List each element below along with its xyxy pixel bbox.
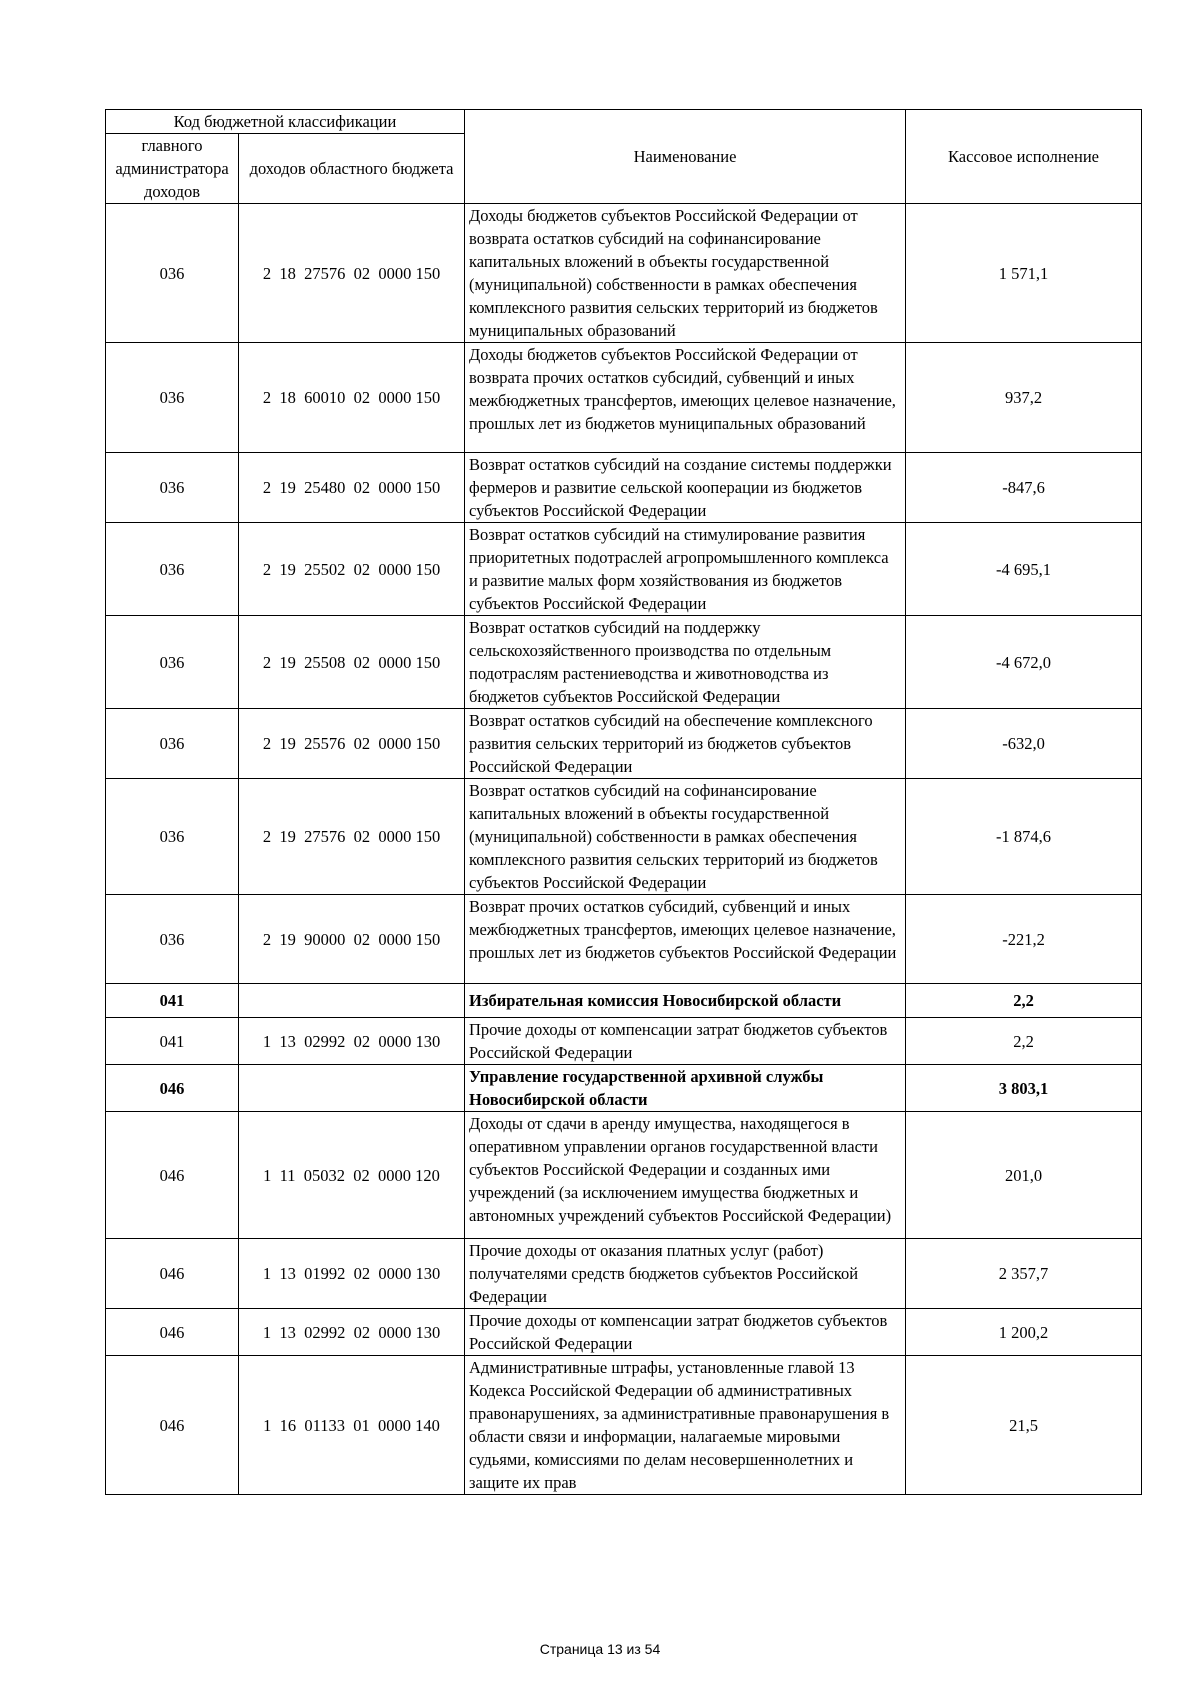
table-row [106,453,1142,523]
admin-code-cell: 036 [106,204,239,343]
revenue-code-cell: 2 19 27576 02 0000 150 [239,779,465,895]
header-admin-code: главного администратора доходов [106,134,239,204]
name-cell: Доходы бюджетов субъектов Российской Федерации от возврата прочих остатков субсидий, субвенций и иных межбюджетных трансфертов, имеющих целевое назначение, прошлых лет из бюджетов муниципальных образований [465,343,906,453]
name-cell: Избирательная комиссия Новосибирской области [465,984,906,1018]
admin-code-cell: 041 [106,1018,239,1065]
table-row [106,204,1142,343]
revenue-code-cell: 2 18 27576 02 0000 150 [239,204,465,343]
amount-cell: -847,6 [906,453,1142,523]
revenue-code-cell: 1 11 05032 02 0000 120 [239,1112,465,1239]
revenue-code-cell: 2 19 25502 02 0000 150 [239,523,465,616]
revenue-code-cell: 2 19 25480 02 0000 150 [239,453,465,523]
admin-code-cell: 046 [106,1356,239,1495]
table-row-group [106,984,1142,1018]
admin-code-cell: 036 [106,709,239,779]
name-cell: Прочие доходы от компенсации затрат бюджетов субъектов Российской Федерации [465,1018,906,1065]
admin-code-cell: 036 [106,523,239,616]
table-row [106,895,1142,984]
table-row [106,1112,1142,1239]
name-cell: Возврат остатков субсидий на создание системы поддержки фермеров и развитие сельской кооперации из бюджетов субъектов Российской Федерации [465,453,906,523]
revenue-code-cell: 1 13 02992 02 0000 130 [239,1018,465,1065]
table-row-group [106,1065,1142,1112]
admin-code-cell: 041 [106,984,239,1018]
amount-cell: 21,5 [906,1356,1142,1495]
amount-cell: 1 200,2 [906,1309,1142,1356]
table-body [106,204,1142,1495]
admin-code-cell: 036 [106,779,239,895]
name-cell: Административные штрафы, установленные главой 13 Кодекса Российской Федерации об административных правонарушениях, за административные правонарушения в области связи и информации, налагаемые мировыми судьями, комиссиями по делам несовершеннолетних и защите их прав [465,1356,906,1495]
table-row [106,523,1142,616]
amount-cell: -221,2 [906,895,1142,984]
table-row [106,779,1142,895]
name-cell: Возврат прочих остатков субсидий, субвенций и иных межбюджетных трансфертов, имеющих целевое назначение, прошлых лет из бюджетов субъектов Российской Федерации [465,895,906,984]
amount-cell: -632,0 [906,709,1142,779]
name-cell: Возврат остатков субсидий на поддержку сельскохозяйственного производства по отдельным подотраслям растениеводства и животноводства из бюджетов субъектов Российской Федерации [465,616,906,709]
amount-cell: 2,2 [906,984,1142,1018]
amount-cell: 2,2 [906,1018,1142,1065]
table-row [106,1309,1142,1356]
name-cell: Возврат остатков субсидий на обеспечение комплексного развития сельских территорий из бюджетов субъектов Российской Федерации [465,709,906,779]
amount-cell: -1 874,6 [906,779,1142,895]
amount-cell: 2 357,7 [906,1239,1142,1309]
table-row [106,343,1142,453]
table-row [106,709,1142,779]
table-header [106,110,1142,204]
amount-cell: -4 695,1 [906,523,1142,616]
name-cell: Возврат остатков субсидий на софинансирование капитальных вложений в объекты государственной (муниципальной) собственности в рамках обеспечения комплексного развития сельских территорий из бюджетов субъектов Российской Федерации [465,779,906,895]
name-cell: Управление государственной архивной службы Новосибирской области [465,1065,906,1112]
amount-cell: 937,2 [906,343,1142,453]
amount-cell: 3 803,1 [906,1065,1142,1112]
name-cell: Прочие доходы от компенсации затрат бюджетов субъектов Российской Федерации [465,1309,906,1356]
name-cell: Доходы от сдачи в аренду имущества, находящегося в оперативном управлении органов государственной власти субъектов Российской Федерации и созданных ими учреждений (за исключением имущества бюджетных и автономных учреждений субъектов Российской Федерации) [465,1112,906,1239]
table-row [106,1356,1142,1495]
table-row [106,616,1142,709]
budget-table [105,109,1142,1495]
revenue-code-cell: 1 13 01992 02 0000 130 [239,1239,465,1309]
revenue-code-cell: 2 19 25576 02 0000 150 [239,709,465,779]
header-revenue-code: доходов областного бюджета [239,134,465,204]
revenue-code-cell: 2 19 25508 02 0000 150 [239,616,465,709]
revenue-code-cell [239,984,465,1018]
header-name: Наименование [465,110,906,204]
table-row [106,1239,1142,1309]
admin-code-cell: 036 [106,616,239,709]
amount-cell: 201,0 [906,1112,1142,1239]
admin-code-cell: 036 [106,895,239,984]
revenue-code-cell [239,1065,465,1112]
name-cell: Возврат остатков субсидий на стимулирование развития приоритетных подотраслей агропромышленного комплекса и развитие малых форм хозяйствования из бюджетов субъектов Российской Федерации [465,523,906,616]
name-cell: Доходы бюджетов субъектов Российской Федерации от возврата остатков субсидий на софинансирование капитальных вложений в объекты государственной (муниципальной) собственности в рамках обеспечения комплексного развития сельских территорий из бюджетов муниципальных образований [465,204,906,343]
admin-code-cell: 046 [106,1112,239,1239]
table-row [106,1018,1142,1065]
revenue-code-cell: 2 19 90000 02 0000 150 [239,895,465,984]
admin-code-cell: 046 [106,1065,239,1112]
page-number: Страница 13 из 54 [539,1641,661,1657]
admin-code-cell: 046 [106,1309,239,1356]
revenue-code-cell: 1 16 01133 01 0000 140 [239,1356,465,1495]
revenue-code-cell: 2 18 60010 02 0000 150 [239,343,465,453]
revenue-code-cell: 1 13 02992 02 0000 130 [239,1309,465,1356]
admin-code-cell: 046 [106,1239,239,1309]
amount-cell: -4 672,0 [906,616,1142,709]
amount-cell: 1 571,1 [906,204,1142,343]
admin-code-cell: 036 [106,343,239,453]
name-cell: Прочие доходы от оказания платных услуг (работ) получателями средств бюджетов субъектов Российской Федерации [465,1239,906,1309]
header-classification-code: Код бюджетной классификации [106,110,465,134]
header-cash-execution: Кассовое исполнение [906,110,1142,204]
admin-code-cell: 036 [106,453,239,523]
